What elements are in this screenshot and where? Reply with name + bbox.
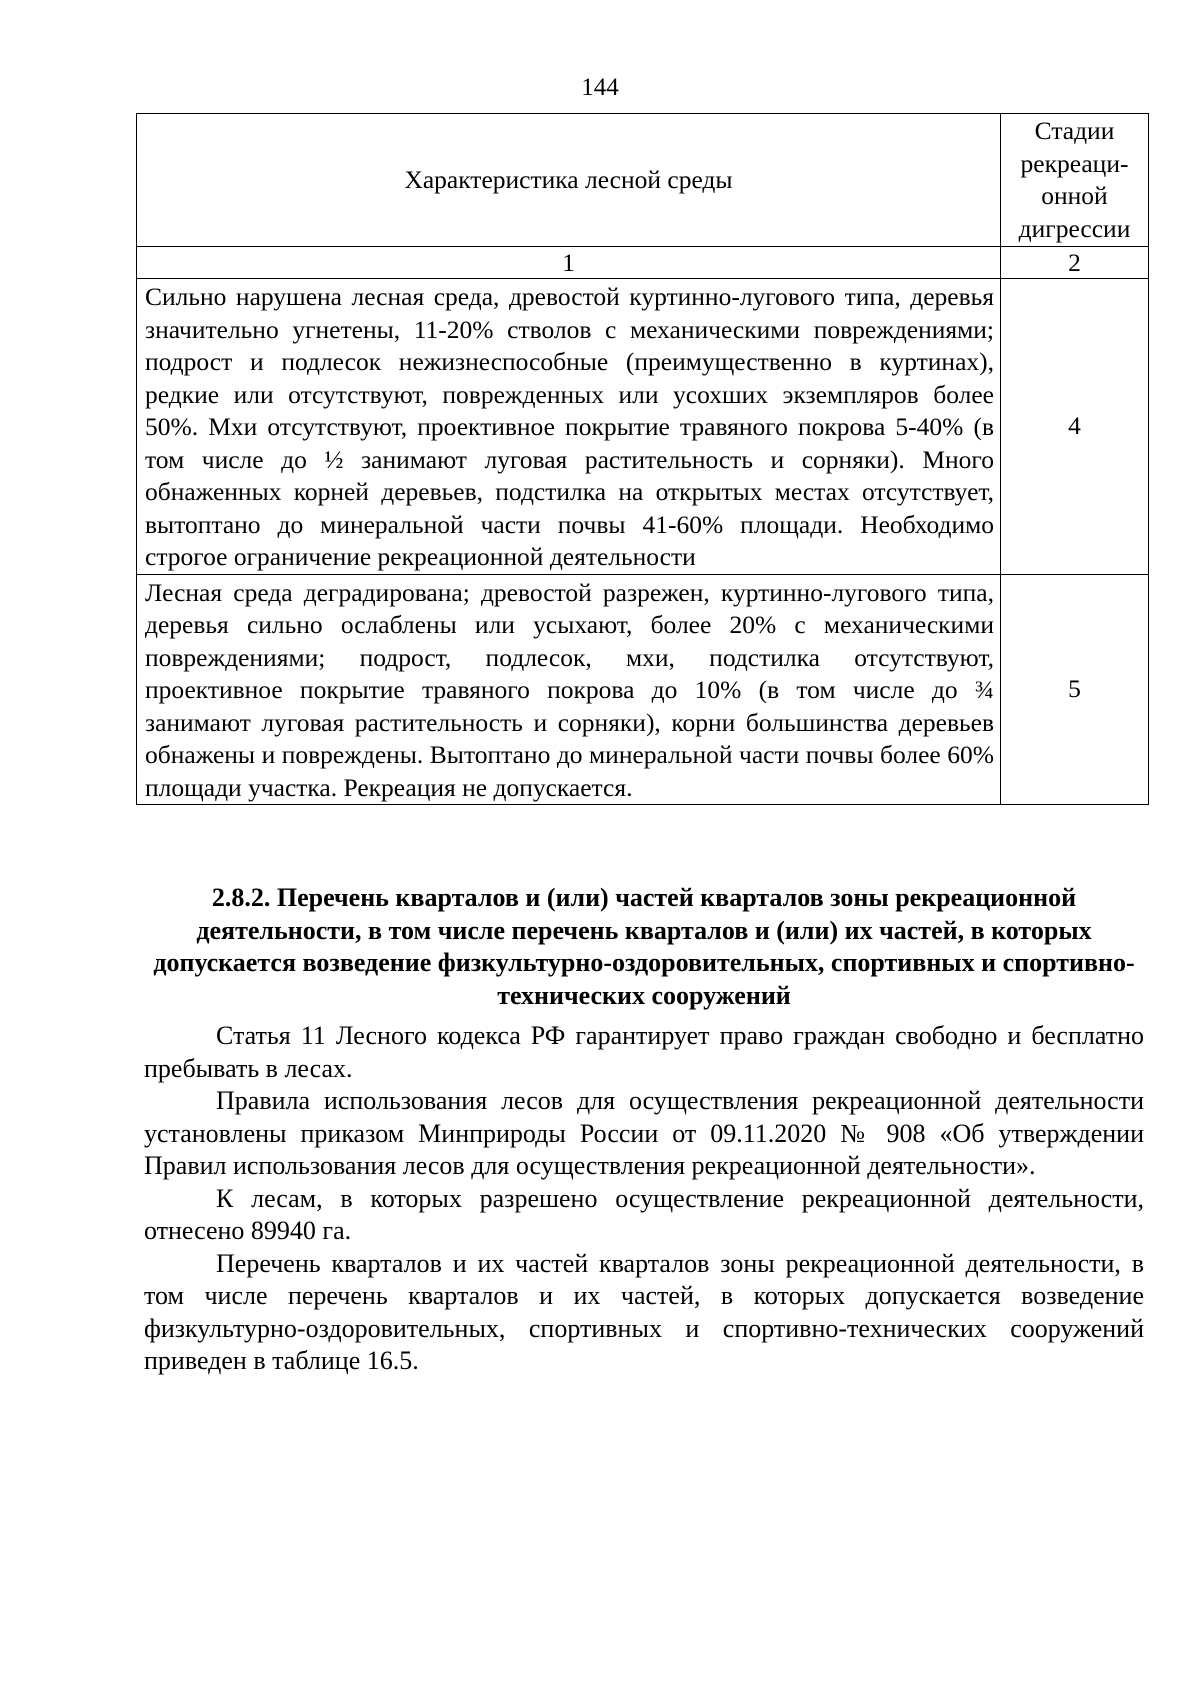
paragraph: К лесам, в которых разрешено осуществление рекреационной деятельности, отнесено 89940 га. [144,1183,1144,1245]
column-number-2: 2 [1001,247,1149,279]
row-description: Сильно нарушена лесная среда, древостой куртинно-лугового типа, деревья значительно угнетены, 11-20% стволов с механическими повреждениями; подрост и подлесок нежизнеспособные (преимущественно в куртинах), редкие или отсутствуют, поврежденных или усохших экземпляров более 50%. Мхи отсутствуют, проективное покрытие травяного покрова 5-40% (в том числе до ½ занимают луговая растительность и сорняки). Много обнаженных корней деревьев, подстилка на открытых местах отсутствует, вытоптано до минеральной части почвы 41-60% площади. Необходимо строгое ограничение рекреационной деятельности [137,279,1001,575]
row-stage: 5 [1001,574,1149,805]
row-description: Лесная среда деградирована; древостой разрежен, куртинно-лугового типа, деревья сильно ослаблены или усыхают, более 20% с механическими повреждениями; подрост, подлесок, мхи, подстилка отсутствуют, проективное покрытие травяного покрова до 10% (в том числе до ¾ занимают луговая растительность и сорняки), корни большинства деревьев обнажены и повреждены. Вытоптано до минеральной части почвы более 60% площади участка. Рекреация не допускается. [137,574,1001,805]
recreational-digression-table [136,113,1149,805]
paragraph: Правила использования лесов для осуществления рекреационной деятельности установлены приказом Минприроды России от 09.11.2020 № 908 «Об утверждении Правил использования лесов для осуществления рекреационной деятельности». [144,1086,1144,1180]
column-number-row [137,247,1149,279]
paragraph: Статья 11 Лесного кодекса РФ гарантирует право граждан свободно и бесплатно пребывать в лесах. [144,1021,1144,1083]
section-heading: 2.8.2. Перечень кварталов и (или) частей кварталов зоны рекреационной деятельности, в том числе перечень кварталов и (или) их частей, в которых допускается возведение физкультурно-оздоровительных, спортивных и спортивно-технических сооружений [153,883,1135,1010]
header-forest-characteristics: Характеристика лесной среды [137,114,1001,247]
table-row [137,574,1149,805]
header-digression-stages: Стадии рекреационной дигрессии [1001,114,1149,247]
paragraph: Перечень кварталов и их частей кварталов зоны рекреационной деятельности, в том числе перечень кварталов и их частей, в которых допускается возведение физкультурно-оздоровительных, спортивных и спортивно-технических сооружений приведен в таблице 16.5. [144,1248,1144,1375]
page-number: 144 [581,74,619,101]
column-number-1: 1 [137,247,1001,279]
section-body [144,1020,1144,1378]
table-row [137,279,1149,575]
table-header-row [137,114,1149,247]
row-stage: 4 [1001,279,1149,575]
